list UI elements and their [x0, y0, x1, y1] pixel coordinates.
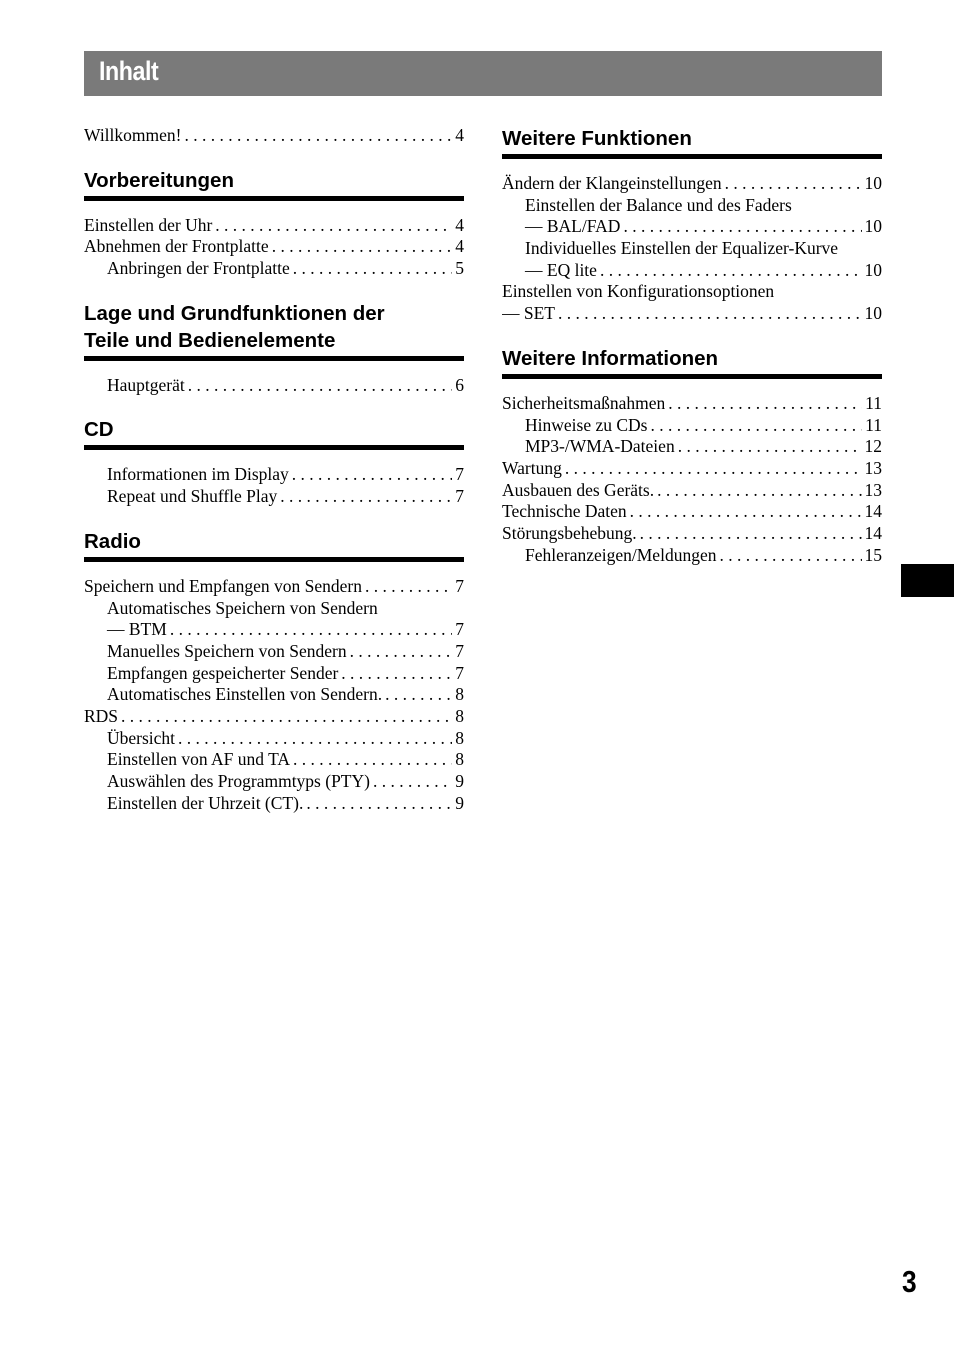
- toc-entry[interactable]: — BAL/FAD . . . 10: [502, 216, 882, 238]
- toc-entry[interactable]: Ändern der Klangeinstellungen . . . 10: [502, 173, 882, 195]
- toc-entry[interactable]: Einstellen von AF und TA . . . 8: [84, 749, 464, 771]
- toc-left-column: [84, 125, 464, 814]
- toc-entry-continuation: Einstellen der Balance und des Faders: [525, 194, 792, 215]
- toc-entry[interactable]: Informationen im Display . . . 7: [84, 464, 464, 486]
- section-heading-line: Teile und Bedienelemente: [84, 328, 336, 352]
- toc-entry[interactable]: Übersicht . . . 8: [84, 728, 464, 750]
- section-heading-weitere-funktionen: Weitere Funktionen: [502, 125, 882, 159]
- section-heading-lage-und-grundfunktionen: [84, 300, 464, 361]
- toc-entry[interactable]: Repeat und Shuffle Play . . . 7: [84, 486, 464, 508]
- toc-entry[interactable]: Technische Daten . . . 14: [502, 501, 882, 523]
- toc-entry[interactable]: Abnehmen der Frontplatte . . . 4: [84, 236, 464, 258]
- toc-entry-continuation: Individuelles Einstellen der Equalizer-Kurve: [525, 238, 839, 259]
- toc-entry-continuation: Einstellen von Konfigurationsoptionen: [502, 281, 775, 302]
- toc-entry[interactable]: Fehleranzeigen/Meldungen . . . 15: [502, 545, 882, 567]
- title-bar: [84, 51, 882, 96]
- toc-entry[interactable]: — EQ lite . . . 10: [502, 260, 882, 282]
- toc-entry[interactable]: Anbringen der Frontplatte . . . 5: [84, 258, 464, 280]
- toc-entry[interactable]: Einstellen der Uhrzeit (CT). . . . 9: [84, 793, 464, 815]
- toc-entry[interactable]: Wartung . . . 13: [502, 458, 882, 480]
- section-heading-radio: Radio: [84, 528, 464, 562]
- toc-entry[interactable]: — BTM . . . 7: [84, 619, 464, 641]
- page-title: Inhalt: [99, 56, 159, 86]
- toc-entry[interactable]: Ausbauen des Geräts. . . . 13: [502, 480, 882, 502]
- page-number: 3: [902, 1264, 917, 1299]
- section-heading-cd: CD: [84, 416, 464, 450]
- toc-entry-continuation: Automatisches Speichern von Sendern: [107, 597, 378, 618]
- toc-entry-willkommen[interactable]: Willkommen! . . . 4: [84, 125, 464, 147]
- toc-entry[interactable]: Sicherheitsmaßnahmen . . . 11: [502, 393, 882, 415]
- toc-entry[interactable]: Manuelles Speichern von Sendern . . . 7: [84, 641, 464, 663]
- toc-entry[interactable]: MP3-/WMA-Dateien . . . 12: [502, 436, 882, 458]
- toc-entry[interactable]: Störungsbehebung. . . . 14: [502, 523, 882, 545]
- toc-entry[interactable]: Einstellen der Uhr . . . 4: [84, 215, 464, 237]
- section-heading-line: Lage und Grundfunktionen der: [84, 301, 385, 325]
- toc-entry[interactable]: Hauptgerät . . . 6: [84, 375, 464, 397]
- section-tab-marker: [901, 564, 954, 597]
- toc-entry[interactable]: Hinweise zu CDs . . . 11: [502, 415, 882, 437]
- toc-entry[interactable]: Auswählen des Programmtyps (PTY) . . . 9: [84, 771, 464, 793]
- toc-entry[interactable]: Empfangen gespeicherter Sender . . . 7: [84, 663, 464, 685]
- toc-entry[interactable]: Speichern und Empfangen von Sendern . . . 7: [84, 576, 464, 598]
- toc-entry[interactable]: — SET . . . 10: [502, 303, 882, 325]
- section-heading-weitere-informationen: Weitere Informationen: [502, 345, 882, 379]
- toc-entry[interactable]: RDS . . . 8: [84, 706, 464, 728]
- toc-right-column: [502, 125, 882, 566]
- section-heading-vorbereitungen: Vorbereitungen: [84, 167, 464, 201]
- toc-entry[interactable]: Automatisches Einstellen von Sendern. . . . 8: [84, 684, 464, 706]
